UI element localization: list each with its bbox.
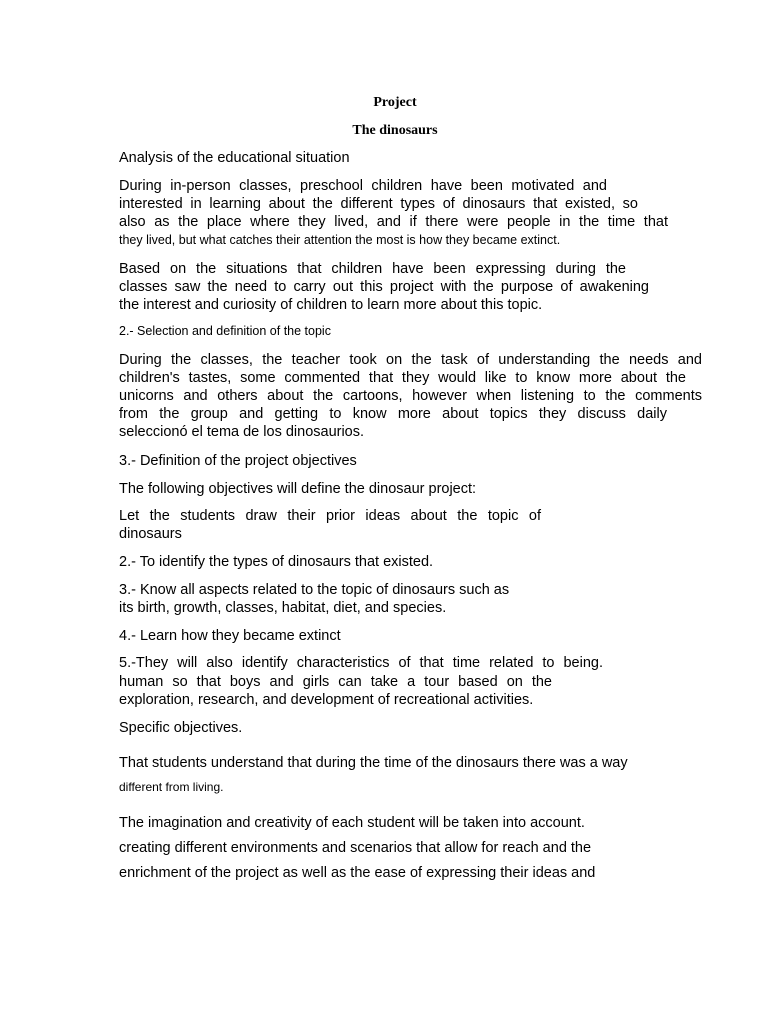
para1-line: interested in learning about the different types of dinosaurs that existed, so	[119, 196, 638, 212]
specific-line: enrichment of the project as well as the ease of expressing their ideas and	[119, 865, 596, 881]
para3-line: children's tastes, some commented that they would like to know more about the	[119, 370, 686, 386]
para3-line: from the group and getting to know more about topics they discuss daily	[119, 406, 667, 422]
specific-line: That students understand that during the time of the dinosaurs there was a way	[119, 755, 628, 771]
objective-line: its birth, growth, classes, habitat, diet, and species.	[119, 600, 447, 616]
para2-line: Based on the situations that children have been expressing during the	[119, 261, 626, 277]
specific-line: creating different environments and scenarios that allow for reach and the	[119, 840, 592, 856]
para1-line: they lived, but what catches their attention the most is how they became extinct.	[119, 233, 561, 247]
objective-line: 2.- To identify the types of dinosaurs that existed.	[119, 554, 434, 570]
para1-line: also as the place where they lived, and if there were people in the time that	[119, 214, 668, 230]
specific-line: different from living.	[119, 780, 224, 794]
objective-line: 3.- Know all aspects related to the topic of dinosaurs such as	[119, 582, 510, 598]
para1-line: During in-person classes, preschool children have been motivated and	[119, 178, 607, 194]
para2-line: the interest and curiosity of children to learn more about this topic.	[119, 297, 543, 313]
document-title: Project	[373, 95, 417, 110]
objective-line: exploration, research, and development of recreational activities.	[119, 692, 534, 708]
objectives-intro: The following objectives will define the dinosaur project:	[119, 481, 477, 497]
section-heading-specific: Specific objectives.	[119, 720, 243, 736]
section-heading-objectives: 3.- Definition of the project objectives	[119, 453, 357, 469]
objective-line: Let the students draw their prior ideas about the topic of	[119, 508, 541, 524]
objective-line: 4.- Learn how they became extinct	[119, 628, 341, 644]
para2-line: classes saw the need to carry out this project with the purpose of awakening	[119, 279, 649, 295]
objective-line: human so that boys and girls can take a tour based on the	[119, 674, 552, 690]
section-heading-analysis: Analysis of the educational situation	[119, 150, 350, 166]
document-subtitle: The dinosaurs	[352, 123, 438, 138]
para3-line: unicorns and others about the cartoons, however when listening to the comments	[119, 388, 702, 404]
objective-line: 5.-They will also identify characteristics of that time related to being.	[119, 655, 603, 671]
para3-line: seleccionó el tema de los dinosaurios.	[119, 424, 365, 440]
para3-line: During the classes, the teacher took on the task of understanding the needs and	[119, 352, 702, 368]
specific-line: The imagination and creativity of each student will be taken into account.	[119, 815, 585, 831]
objective-line: dinosaurs	[119, 526, 182, 542]
section-heading-topic: 2.- Selection and definition of the topic	[119, 324, 331, 338]
